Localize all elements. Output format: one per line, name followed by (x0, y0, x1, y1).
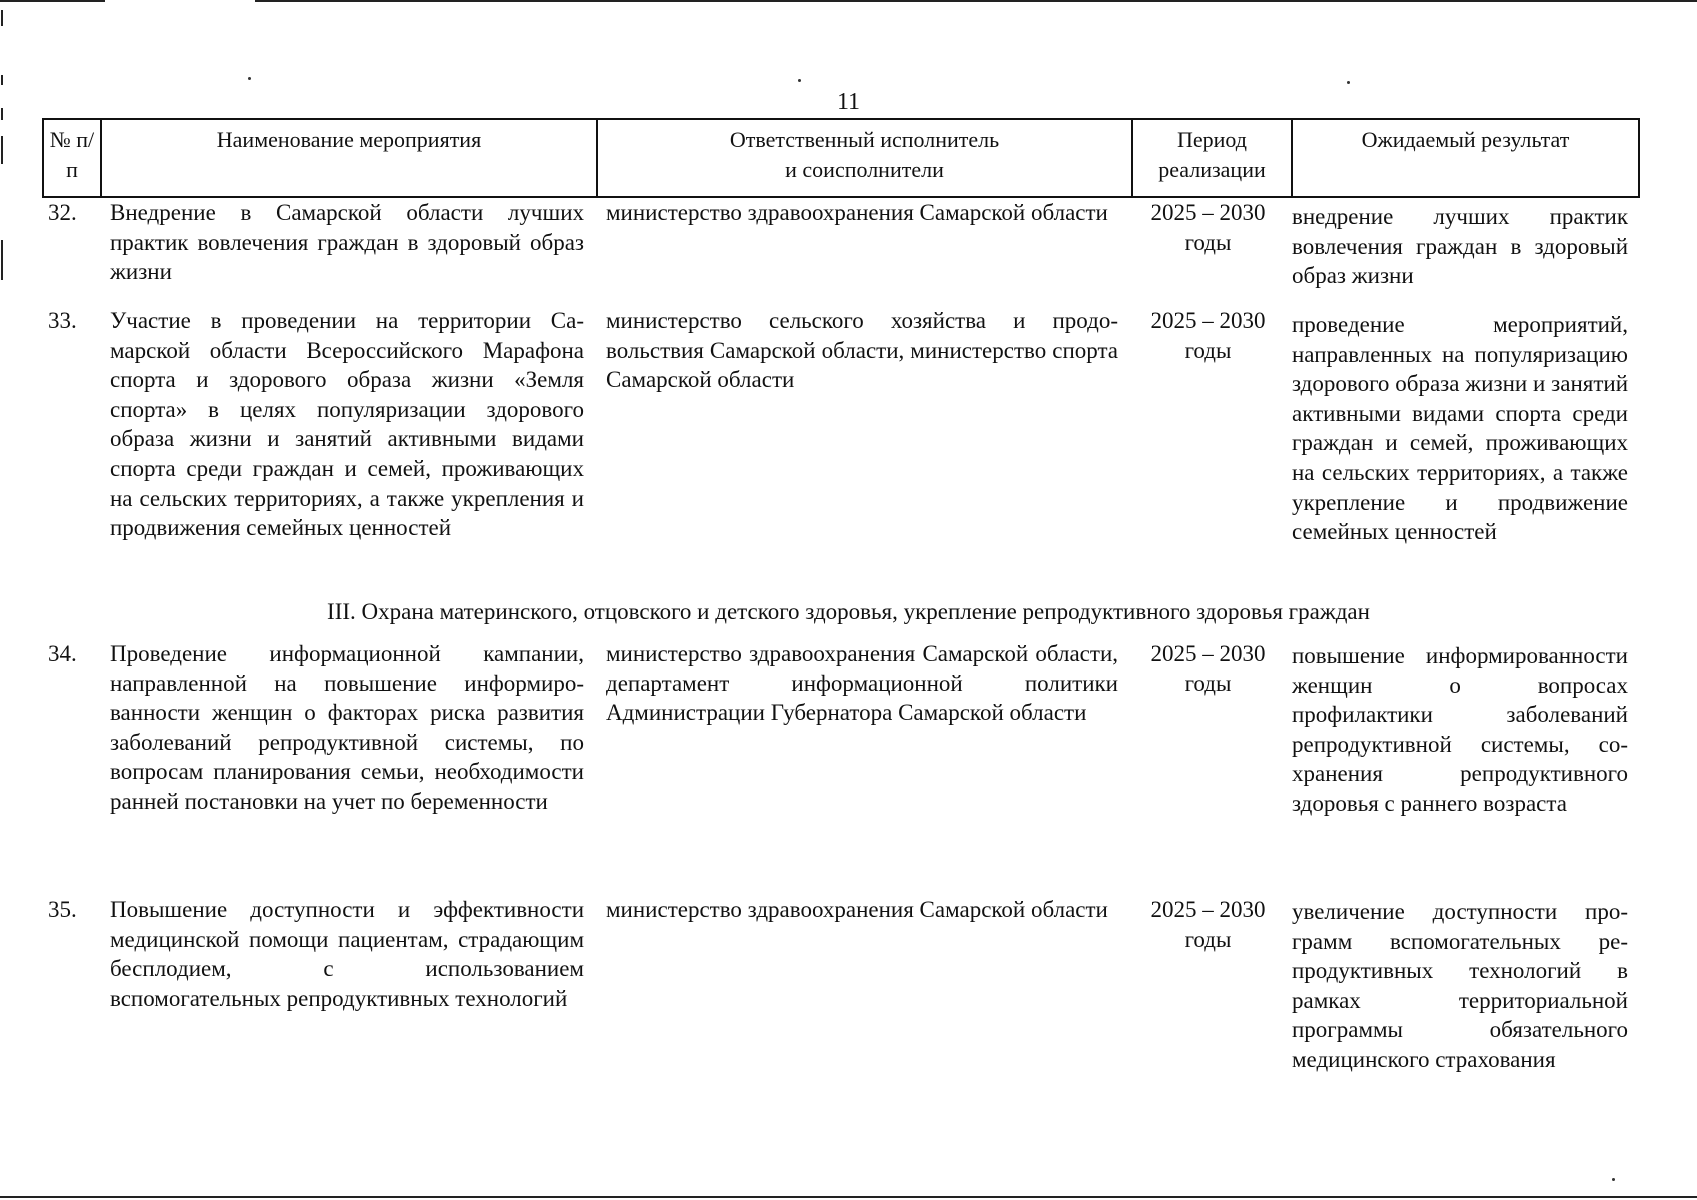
header-executor-line1: Ответственный исполнитель (729, 127, 1000, 152)
period (1136, 306, 1280, 365)
expected-result: проведение мероприятий, направленных на популяризацию здорового образа жизни и занятий активными видами спорта среди граждан и семей, проживающих на сельских территориях, а также укрепление и продвижение семейных ценностей (1292, 312, 1628, 545)
executor: министерство здравоохранения Самарской области (606, 200, 1108, 225)
event-name: Внедрение в Самарской области лучших практик вовлечения граждан в здоровый образ жизни (110, 200, 584, 285)
header-result (1293, 120, 1638, 196)
header-num (44, 120, 102, 196)
top-scan-line-right (255, 0, 1697, 2)
scan-speck (1612, 1178, 1615, 1181)
period-unit: годы (1184, 337, 1232, 363)
period-years: 2025 – 2030 (1150, 641, 1266, 666)
executor: министерство сельского хозяйства и продовольствия Самарской области, министерство спорта Самарской области (606, 308, 1118, 393)
period (1136, 895, 1280, 954)
row-number: 33. (48, 308, 77, 333)
scan-speck (1347, 81, 1350, 84)
row-number: 32. (48, 200, 77, 225)
page-number: 11 (836, 89, 861, 115)
event-name: Участие в проведении на территории Самарской области Всероссийского Марафона спорта и здорового образа жизни «Земля спорта» в целях популяризации здорового образа жизни и занятий активными видами спорта среди граждан и семей, проживающих на сельских территориях, а также укрепления и продвижения семейных ценностей (110, 308, 584, 541)
executor: министерство здравоохранения Самарской области, департамент информационной политики Администрации Губернатора Самарской области (606, 641, 1118, 726)
period-unit: годы (1184, 670, 1232, 696)
table-header (42, 118, 1640, 198)
period-years: 2025 – 2030 (1150, 308, 1266, 333)
header-num-label: № п/п (49, 127, 95, 182)
event-name: Повышение доступности и эффективности медицинской помощи пациентам, страдающим бесплодием, с использованием вспомогательных репродуктивных технологий (110, 897, 584, 1011)
row-number: 34. (48, 641, 77, 666)
row-number: 35. (48, 897, 77, 922)
left-edge-mark (1, 240, 3, 280)
top-scan-line-left (0, 0, 105, 2)
scan-speck (798, 79, 801, 82)
executor: министерство здравоохранения Самарской области (606, 897, 1108, 922)
bottom-scan-line (0, 1196, 1697, 1198)
header-name-label: Наименование мероприятия (216, 127, 482, 152)
period-years: 2025 – 2030 (1150, 897, 1266, 922)
expected-result: увеличение доступности программ вспомогательных репродуктивных технологий в рамках территориальной программы обязательного медицинского страхования (1292, 899, 1628, 1072)
header-name (102, 120, 598, 196)
header-result-label: Ожидаемый результат (1361, 127, 1570, 152)
header-executor-line2: и соисполнители (785, 157, 944, 182)
header-executor (598, 120, 1133, 196)
event-name: Проведение информационной кампании, направленной на повышение информированности женщин о факторах риска развития заболеваний репродуктивной системы, по вопросам планирования семьи, необходимости ранней постановки на учет по беременности (110, 641, 584, 814)
period (1136, 198, 1280, 257)
scan-speck (248, 77, 251, 80)
period-years: 2025 – 2030 (1150, 200, 1266, 225)
header-period-label: Период реализации (1158, 127, 1266, 182)
left-edge-mark (1, 10, 3, 26)
period-unit: годы (1184, 229, 1232, 255)
left-edge-mark (1, 75, 3, 85)
period (1136, 639, 1280, 698)
expected-result: внедрение лучших практик вовлечения граждан в здоровый образ жизни (1292, 204, 1628, 289)
section-heading: III. Охрана материнского, отцовского и детского здоровья, укрепление репродуктивного здоровья граждан (327, 599, 1370, 624)
expected-result: повышение информированности женщин о вопросах профилактики заболеваний репродуктивной системы, сохранения репродуктивного здоровья с раннего возраста (1292, 643, 1628, 816)
period-unit: годы (1184, 926, 1232, 952)
header-period (1133, 120, 1293, 196)
left-edge-mark (1, 136, 3, 164)
